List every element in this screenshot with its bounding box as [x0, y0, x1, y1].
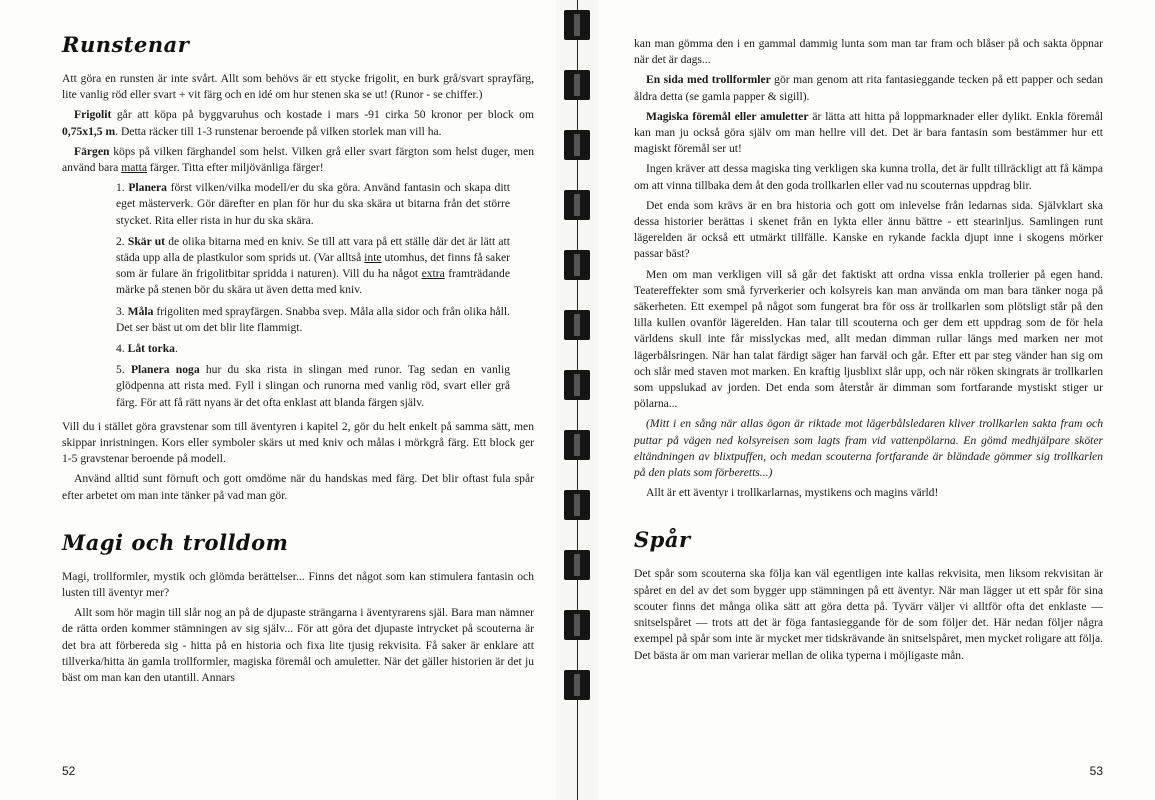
- paragraph: [634, 72, 1103, 104]
- bold-term: Magiska föremål eller amuletter: [646, 109, 809, 123]
- text-run: går att köpa på byggvaruhus och kostade i mars -91 cirka 50 kronor per block om: [111, 108, 534, 122]
- list-item: [116, 180, 510, 229]
- paragraph: Använd alltid sunt förnuft och gott omdöme när du handskas med färg. Det blir oftast fula spår efter arbetet om man inte tänker på vad man gör.: [62, 472, 534, 502]
- text-run: färger. Titta efter miljövänliga färger!: [147, 161, 324, 175]
- binding-coil: [564, 550, 590, 580]
- text-run: utomhus, det finns få saker som är fulare än frigolitbitar spridda i naturen). Vill du ha något: [116, 251, 510, 281]
- section-title-runstenar: Runstenar: [62, 32, 190, 57]
- paragraph: Magi, trollformler, mystik och glömda berättelser... Finns det något som kan stimulera fantasin och lusten till äventyr mer?: [62, 569, 534, 600]
- page-number: 53: [1089, 764, 1103, 778]
- bold-term: Skär ut: [127, 234, 166, 248]
- list-item: [116, 362, 510, 411]
- page-number: 52: [62, 764, 76, 778]
- underlined-word: inte: [364, 251, 382, 265]
- bold-term: Måla: [127, 304, 154, 318]
- binding-coil: [564, 250, 590, 280]
- text-run: de olika bitarna med en kniv. Se till att vara på ett ställe där det är lätt att städa upp alla de plastkulor som sprids ut. (Var alltså: [116, 234, 510, 265]
- bold-term: Planera noga: [130, 363, 200, 377]
- spiral-binding: [556, 0, 598, 800]
- step-number: 4.: [116, 342, 125, 356]
- bold-term: En sida med trollformler: [646, 73, 771, 87]
- binding-coil: [564, 430, 590, 460]
- text-run: är lätta att hitta på loppmarknader eller dylikt. Enkla föremål kan man ju också göra själv om man hellre vill det. Det är bara fantasin som bestämmer hur ett magiskt föremål ser ut!: [634, 109, 1103, 156]
- underlined-word: matta: [121, 161, 147, 175]
- underlined-word: extra: [421, 267, 445, 281]
- bold-term: Färgen: [74, 144, 110, 158]
- left-page: [0, 0, 556, 800]
- list-item: [116, 234, 510, 299]
- paragraph: Vill du i stället göra gravstenar som till äventyren i kapitel 2, gör du helt enkelt på samma sätt, men skippar inristningen. Kors eller symboler skärs ut med kniv och målas i mörkgrå färg. Ett block ger 1-5 gravstenar beroende på modell.: [62, 419, 534, 466]
- paragraph: [62, 107, 534, 139]
- step-number: 3.: [116, 304, 125, 318]
- text-run: hur du ska rista in slingan med runor. Tag sedan en vanlig glödpenna att rista med. Fyll i slingan och runorna med vanlig röd, svart eller grå färg. För att få rätt nyans är det ofta enklast att blanda färgen själv.: [116, 363, 510, 409]
- binding-coil: [564, 130, 590, 160]
- paragraph: Men om man verkligen vill så går det faktiskt att ordna vissa enkla trollerier på egen hand. Teatereffekter som små fyrverkerier och kolsyreis kan man använda om man bara tänker noga på säkerheten. Ett exempel på något som fungerat bra för oss är trollkarlen som plötsligt står på den lilla kullen ovanför lägerelden. Han talar till scouterna och ger dem ett uppdrag som de för hela världens skull inte får misslyckas med, allt medan dimman rullar längs med marken ner mot lägerbålsringen. När han talat färdigt säger han farväl och går. Efter ett par steg vänder han sig om och slår med staven mot marken. En kraftig ljusblixt slår upp, och när röken skingrats är trollkarlen som uppslukad av jorden. Det enda som återstår är dimman som fortfarande mystiskt stiger ur pölarna...: [634, 267, 1103, 411]
- binding-coil: [564, 190, 590, 220]
- binding-coil: [564, 370, 590, 400]
- instruction-list: [62, 180, 534, 411]
- section-title-spar: Spår: [634, 527, 691, 553]
- binding-coil: [564, 10, 590, 40]
- paragraph: Ingen kräver att dessa magiska ting verkligen ska kunna trolla, det är fullt tillräckligt att få kämpa om att vinna tillbaka dem åt den goda trollkarlen eller vad nu scouternas uppdrag blir.: [634, 162, 1103, 192]
- paragraph: [634, 109, 1103, 158]
- list-item: [116, 341, 510, 357]
- paragraph: Allt är ett äventyr i trollkarlarnas, mystikens och magins värld!: [646, 486, 939, 500]
- section-title-magi: Magi och trolldom: [62, 529, 289, 555]
- italic-paragraph: (Mitt i en sång när allas ögon är riktade mot lägerbålsledaren kliver trollkarlen sakta fram och puttar på vägen ned kolsyreisen som lagts fram vid vattenpölarna. En gömd medhjälpare sköter eltändningen av blixtpuffen, och medan scouterna fortfarande är bländade gömmer sig trollkarlen på den plats som förberetts...): [634, 417, 1103, 480]
- text-run: först vilken/vilka modell/er du ska göra. Använd fantasin och skapa ditt eget mästerverk. Gör därefter en plan för hur du ska skära ut bitarna från det större stycket. Rita eller rista in hur du ska skära.: [116, 181, 510, 227]
- paragraph: kan man gömma den i en gammal dammig lunta som man tar fram och blåser på och sakta öppnar när det är dags...: [634, 37, 1103, 67]
- paragraph: [62, 144, 534, 176]
- binding-coil: [564, 670, 590, 700]
- list-item: [116, 304, 510, 336]
- paragraph: Det spår som scouterna ska följa kan väl egentligen inte kallas rekvisita, men liksom rekvisitan är spåret en del av det som bygger upp stämningen på ett äventyr. När man lägger ut ett spår för sina scouter finns det många olika sätt att göra detta på. Tyvärr väljer vi alltför ofta det enklaste — snitselspåret — trots att det är föga fantasieggande för de som följer det. Här nedan följer några exempel på spår som inte är mycket mer tidskrävande än snitselspåret, men mycket roligare att följa. Det bästa är om man varierar mellan de olika typerna i möjligaste mån.: [634, 567, 1103, 662]
- text-run: .: [174, 342, 178, 356]
- paragraph: Allt som hör magin till slår nog an på de djupaste strängarna i äventyrarens själ. Bara man nämner de rätta orden kommer stämningen av sig själv... För att göra det djupaste intrycket på scouterna är det bra att förbereda sig - hitta på en historia och fixa lite tjusig rekvisita. Få saker är enklare att tillverka/hitta än gamla trollformler, magiska föremål och amuletter. När det gäller historien är det ju bäst om man kan den utantill. Annars: [62, 606, 534, 685]
- step-number: 1.: [116, 181, 125, 195]
- text-run: frigoliten med sprayfärgen. Snabba svep. Måla alla sidor och från olika håll. Det ser bäst ut om det blir lite flammigt.: [116, 304, 510, 334]
- bold-term: 0,75x1,5 m: [62, 124, 116, 138]
- paragraph: Det enda som krävs är en bra historia och gott om inlevelse från ledarnas sida. Självklart ska dessa historier berättas i skenet från en lykta eller ännu bättre - ett stearinljus. Samlingen runt lägerelden är också ett utmärkt tillfälle. Kanske en rykande fackla djupt inne i skogens mörker passar bäst?: [634, 198, 1103, 261]
- bold-term: Planera: [128, 181, 167, 195]
- text-run: framträdande märke på stenen bör du skära ut även detta med kniv.: [116, 267, 510, 297]
- binding-coil: [564, 310, 590, 340]
- binding-coil: [564, 610, 590, 640]
- binding-coil: [564, 490, 590, 520]
- right-page: [598, 0, 1155, 800]
- paragraph: Att göra en runsten är inte svårt. Allt som behövs är ett stycke frigolit, en burk grå/svart sprayfärg, lite vanlig röd eller svart + vit färg och en idé om hur stenen ska se ut! (Runor - se chiffer.): [62, 72, 534, 102]
- text-run: köps på vilken färghandel som helst. Vilken grå eller svart färgton som helst duger, men använd bara: [62, 144, 534, 175]
- step-number: 5.: [116, 363, 125, 377]
- bold-term: Frigolit: [74, 108, 112, 122]
- step-number: 2.: [116, 234, 125, 248]
- text-run: . Detta räcker till 1-3 runstenar beroende på vilken storlek man vill ha.: [115, 124, 442, 138]
- bold-term: Låt torka: [127, 342, 175, 356]
- binding-coil: [564, 70, 590, 100]
- text-run: gör man genom att rita fantasieggande tecken på ett papper och sedan åldra detta (se gamla papper & sigill).: [634, 73, 1103, 103]
